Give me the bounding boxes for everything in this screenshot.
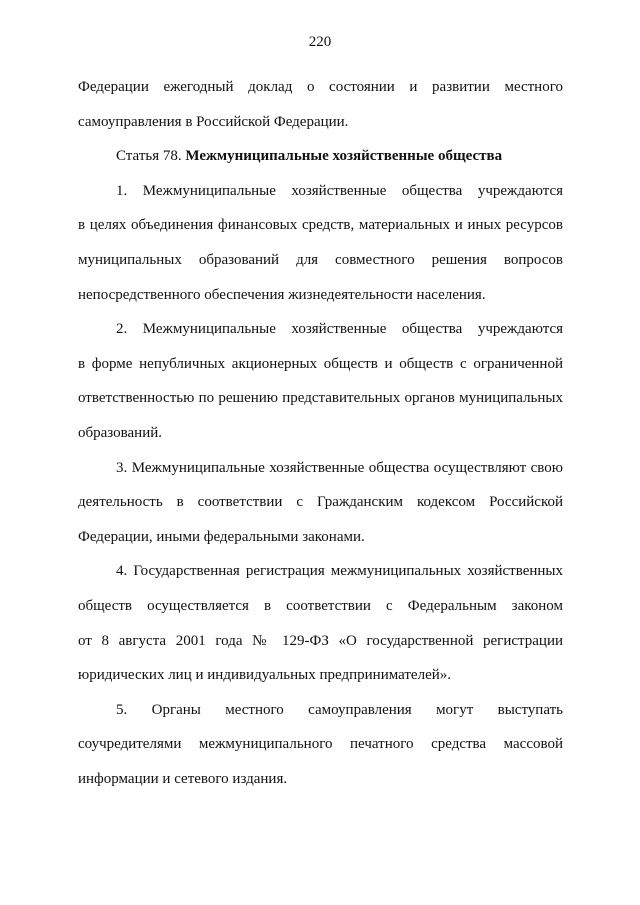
text-line: деятельность в соответствии с Гражданским кодексом Российской — [78, 494, 563, 511]
text-line: 1. Межмуниципальные хозяйственные общества учреждаются — [116, 182, 563, 199]
text-line: 4. Государственная регистрация межмуниципальных хозяйственных — [116, 563, 563, 580]
text-line: Федерации, иными федеральными законами. — [78, 528, 365, 545]
text-line: информации и сетевого издания. — [78, 770, 288, 787]
item-paragraph-3 — [78, 451, 563, 555]
article-label: Статья 78. — [116, 148, 182, 165]
text-line: непосредственного обеспечения жизнедеятельности населения. — [78, 286, 486, 303]
text-line: 3. Межмуниципальные хозяйственные общества осуществляют свою — [116, 459, 563, 476]
document-body — [78, 70, 563, 796]
item-paragraph-2 — [78, 312, 563, 450]
text-line: обществ осуществляется в соответствии с Федеральным законом — [78, 597, 563, 614]
text-line: ответственностью по решению представительных органов муниципальных — [78, 390, 563, 407]
text-line: в целях объединения финансовых средств, материальных и иных ресурсов — [78, 217, 563, 234]
text-line: соучредителями межмуниципального печатного средства массовой — [78, 736, 563, 753]
text-line: от 8 августа 2001 года № 129-ФЗ «О государственной регистрации — [78, 632, 563, 649]
page-number: 220 — [308, 34, 332, 50]
text-line: 5. Органы местного самоуправления могут выступать — [116, 701, 563, 718]
article-heading — [78, 139, 563, 174]
text-line: в форме непубличных акционерных обществ и обществ с ограниченной — [78, 355, 563, 372]
continued-paragraph — [78, 70, 563, 139]
article-title: Межмуниципальные хозяйственные общества — [185, 148, 503, 165]
item-paragraph-1 — [78, 174, 563, 312]
text-line: образований. — [78, 424, 163, 441]
text-line: юридических лиц и индивидуальных предпринимателей». — [78, 667, 452, 684]
text-line: Федерации ежегодный доклад о состоянии и развитии местного — [78, 79, 563, 95]
item-paragraph-5 — [78, 693, 563, 797]
text-line: 2. Межмуниципальные хозяйственные общества учреждаются — [116, 321, 563, 338]
text-line: муниципальных образований для совместного решения вопросов — [78, 251, 563, 268]
text-line: самоуправления в Российской Федерации. — [78, 113, 349, 130]
item-paragraph-4 — [78, 554, 563, 692]
